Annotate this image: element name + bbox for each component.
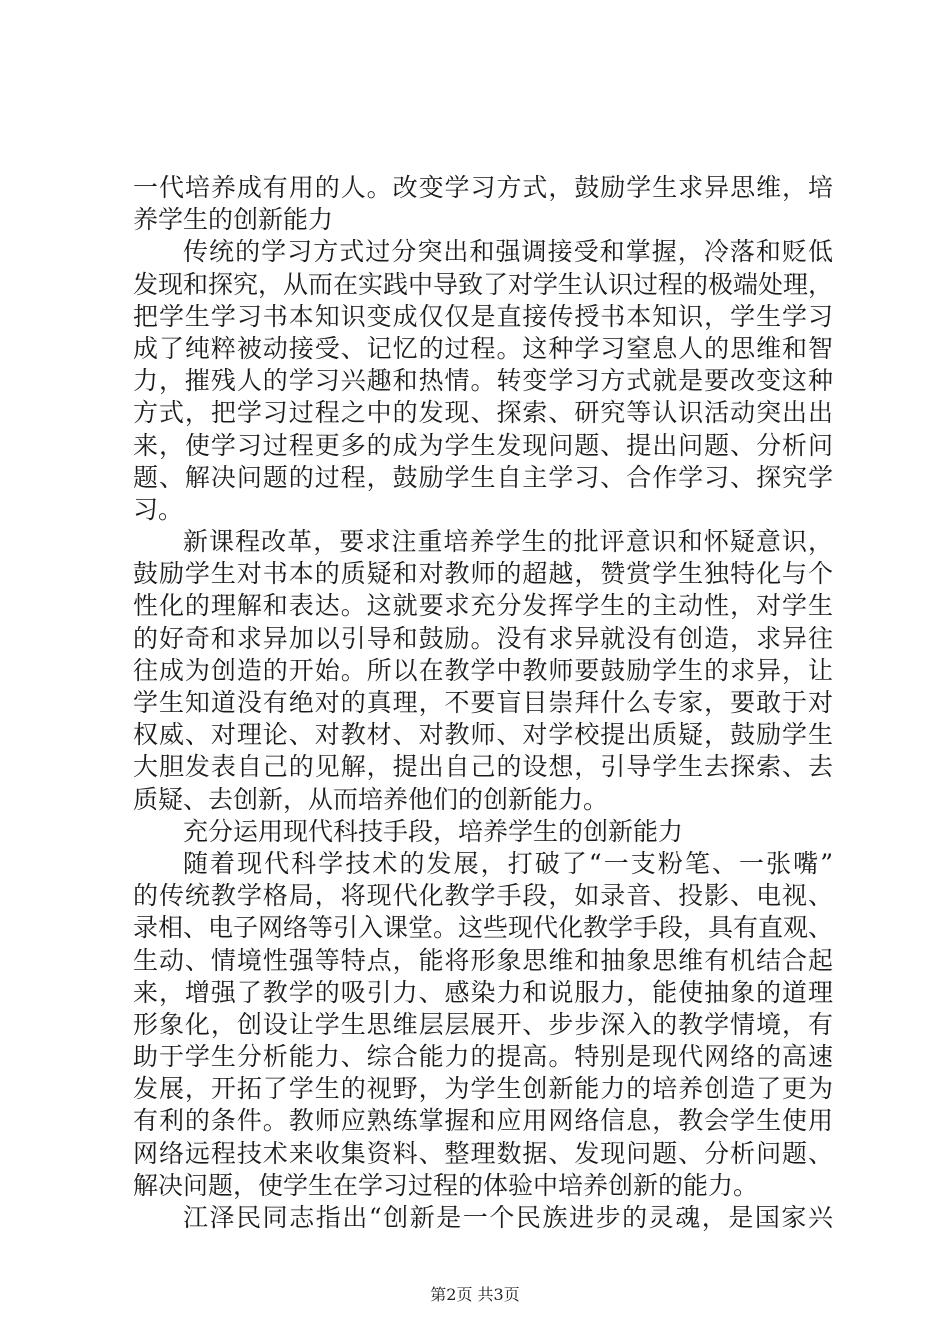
paragraph (133, 1202, 833, 1234)
document-body (133, 172, 833, 1234)
text-line: 把学生学习书本知识变成仅仅是直接传授书本知识，学生学习 (133, 301, 833, 331)
text-line: 成了纯粹被动接受、记忆的过程。这种学习窒息人的思维和智 (133, 333, 833, 363)
text-line: 权威、对理论、对教材、对教师、对学校提出质疑，鼓励学生 (133, 720, 833, 750)
text-line: 质疑、去创新，从而培养他们的创新能力。 (133, 784, 609, 814)
text-line: 题、解决问题的过程，鼓励学生自主学习、合作学习、探究学 (133, 462, 833, 492)
text-line: 发展，开拓了学生的视野，为学生创新能力的培养创造了更为 (133, 1074, 833, 1104)
text-line: 来，增强了教学的吸引力、感染力和说服力，能使抽象的道理 (133, 977, 833, 1007)
paragraph (133, 236, 833, 526)
text-line: 形象化，创设让学生思维层层展开、步步深入的教学情境，有 (133, 1009, 833, 1039)
text-line: 习。 (133, 494, 184, 524)
text-line: 养学生的创新能力 (133, 205, 334, 235)
text-line: 的传统教学格局，将现代化教学手段，如录音、投影、电视、 (133, 881, 833, 911)
text-line: 性化的理解和表达。这就要求充分发挥学生的主动性，对学生 (133, 591, 833, 621)
text-line: 力，摧残人的学习兴趣和热情。转变学习方式就是要改变这种 (133, 366, 833, 396)
text-line: 一代培养成有用的人。改变学习方式，鼓励学生求异思维，培 (133, 173, 833, 202)
paragraph (133, 816, 833, 848)
text-line: 的好奇和求异加以引导和鼓励。没有求异就没有创造，求异往 (133, 623, 833, 653)
text-line: 新课程改革，要求注重培养学生的批评意识和怀疑意识， (183, 527, 833, 557)
text-line: 鼓励学生对书本的质疑和对教师的超越，赞赏学生独特化与个 (133, 559, 833, 589)
text-line: 网络远程技术来收集资料、整理数据、发现问题、分析问题、 (133, 1138, 833, 1168)
text-line: 大胆发表自己的见解，提出自己的设想，引导学生去探索、去 (133, 752, 833, 782)
paragraph (133, 172, 833, 236)
text-line: 解决问题，使学生在学习过程的体验中培养创新的能力。 (133, 1170, 759, 1200)
section-heading-line: 充分运用现代科技手段，培养学生的创新能力 (183, 816, 684, 846)
text-line: 来，使学习过程更多的成为学生发现问题、提出问题、分析问 (133, 430, 833, 460)
text-line: 学生知道没有绝对的真理，不要盲目崇拜什么专家，要敢于对 (133, 688, 833, 717)
text-line: 有利的条件。教师应熟练掌握和应用网络信息，教会学生使用 (133, 1106, 833, 1136)
text-line: 录相、电子网络等引入课堂。这些现代化教学手段，具有直观、 (133, 913, 834, 943)
text-line: 随着现代科学技术的发展，打破了“一支粉笔、一张嘴” (183, 848, 833, 878)
text-line: 发现和探究，从而在实践中导致了对学生认识过程的极端处理， (133, 269, 834, 299)
paragraph (133, 848, 833, 1202)
text-line: 江泽民同志指出“创新是一个民族进步的灵魂，是国家兴 (183, 1203, 833, 1232)
text-line: 生动、情境性强等特点，能将形象思维和抽象思维有机结合起 (133, 945, 833, 975)
page-number-footer: 第2页 共3页 (430, 1285, 520, 1304)
text-line: 助于学生分析能力、综合能力的提高。特别是现代网络的高速 (133, 1042, 833, 1072)
text-line: 往成为创造的开始。所以在教学中教师要鼓励学生的求异，让 (133, 655, 833, 685)
text-line: 方式，把学习过程之中的发现、探索、研究等认识活动突出出 (133, 398, 833, 428)
paragraph (133, 526, 833, 816)
text-line: 传统的学习方式过分突出和强调接受和掌握，冷落和贬低 (183, 237, 833, 267)
